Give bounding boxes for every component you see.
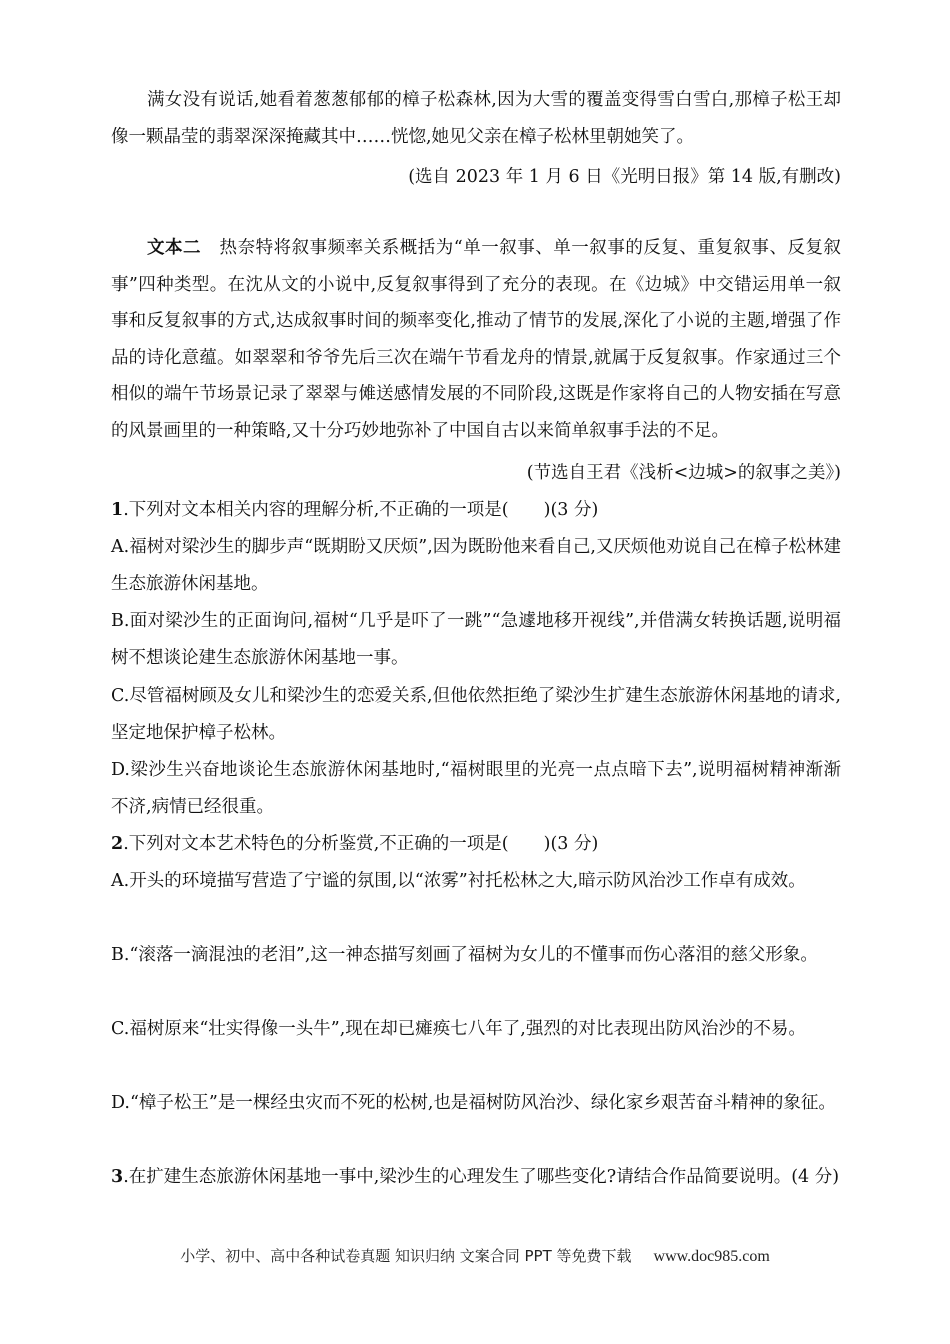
question-1-option-a: A.福树对梁沙生的脚步声“既期盼又厌烦”,因为既盼他来看自己,又厌烦他劝说自己在樟子松林建生态旅游休闲基地。 [111, 537, 841, 594]
text2-source-citation: (节选自王君《浅析<边城>的叙事之美》) [526, 463, 841, 483]
question-3-stem [111, 1159, 841, 1196]
text1-closing-paragraph: 满女没有说话,她看着葱葱郁郁的樟子松森林,因为大雪的覆盖变得雪白雪白,那樟子松王却像一颗晶莹的翡翠深深掩藏其中……恍惚,她见父亲在樟子松林里朝她笑了。 [111, 90, 841, 147]
question-1-option-d: D.梁沙生兴奋地谈论生态旅游休闲基地时,“福树眼里的光亮一点点暗下去”,说明福树精神渐渐不济,病情已经很重。 [111, 760, 841, 817]
question-2-option-d: D.“樟子松王”是一棵经虫灾而不死的松树,也是福树防风治沙、绿化家乡艰苦奋斗精神的象征。 [111, 1093, 836, 1113]
question-1-number: 1 [111, 500, 124, 520]
footer-text: 小学、初中、高中各种试卷真题 知识归纳 文案合同 PPT 等免费下载 [180, 1247, 632, 1265]
question-1-text: .下列对文本相关内容的理解分析,不正确的一项是( )(3 分) [123, 500, 599, 520]
question-2-number: 2 [111, 834, 124, 854]
page-footer [0, 1244, 950, 1269]
question-1-option-b: B.面对梁沙生的正面询问,福树“几乎是吓了一跳”“急遽地移开视线”,并借满女转换话题,说明福树不想谈论建生态旅游休闲基地一事。 [111, 611, 841, 668]
question-3-text: .在扩建生态旅游休闲基地一事中,梁沙生的心理发生了哪些变化?请结合作品简要说明。(4 分) [123, 1167, 840, 1187]
question-2-option-c: C.福树原来“壮实得像一头牛”,现在却已瘫痪七八年了,强烈的对比表现出防风治沙的不易。 [111, 1019, 806, 1039]
text2-paragraph [111, 230, 841, 449]
text2-label: 文本二 [147, 238, 202, 258]
question-2-option-b: B.“滚落一滴混浊的老泪”,这一神态描写刻画了福树为女儿的不懂事而伤心落泪的慈父形象。 [111, 945, 818, 965]
text1-source-citation: (选自 2023 年 1 月 6 日《光明日报》第 14 版,有删改) [408, 167, 841, 187]
question-2-stem [111, 826, 841, 863]
question-2-text: .下列对文本艺术特色的分析鉴赏,不正确的一项是( )(3 分) [123, 834, 599, 854]
question-1-stem [111, 492, 841, 529]
question-1-option-c: C.尽管福树顾及女儿和梁沙生的恋爱关系,但他依然拒绝了梁沙生扩建生态旅游休闲基地的请求,坚定地保护樟子松林。 [111, 686, 841, 743]
question-3-number: 3 [111, 1167, 124, 1187]
text2-body: 热奈特将叙事频率关系概括为“单一叙事、单一叙事的反复、重复叙事、反复叙事”四种类型。在沈从文的小说中,反复叙事得到了充分的表现。在《边城》中交错运用单一叙事和反复叙事的方式,达成叙事时间的频率变化,推动了情节的发展,深化了小说的主题,增强了作品的诗化意蕴。如翠翠和爷爷先后三次在端午节看龙舟的情景,就属于反复叙事。作家通过三个相似的端午节场景记录了翠翠与傩送感情发展的不同阶段,这既是作家将自己的人物安插在写意的风景画里的一种策略,又十分巧妙地弥补了中国自古以来简单叙事手法的不足。 [111, 238, 841, 441]
question-2-option-a: A.开头的环境描写营造了宁谧的氛围,以“浓雾”衬托松林之大,暗示防风治沙工作卓有成效。 [111, 871, 806, 891]
footer-link[interactable]: www.doc985.com [653, 1248, 770, 1265]
